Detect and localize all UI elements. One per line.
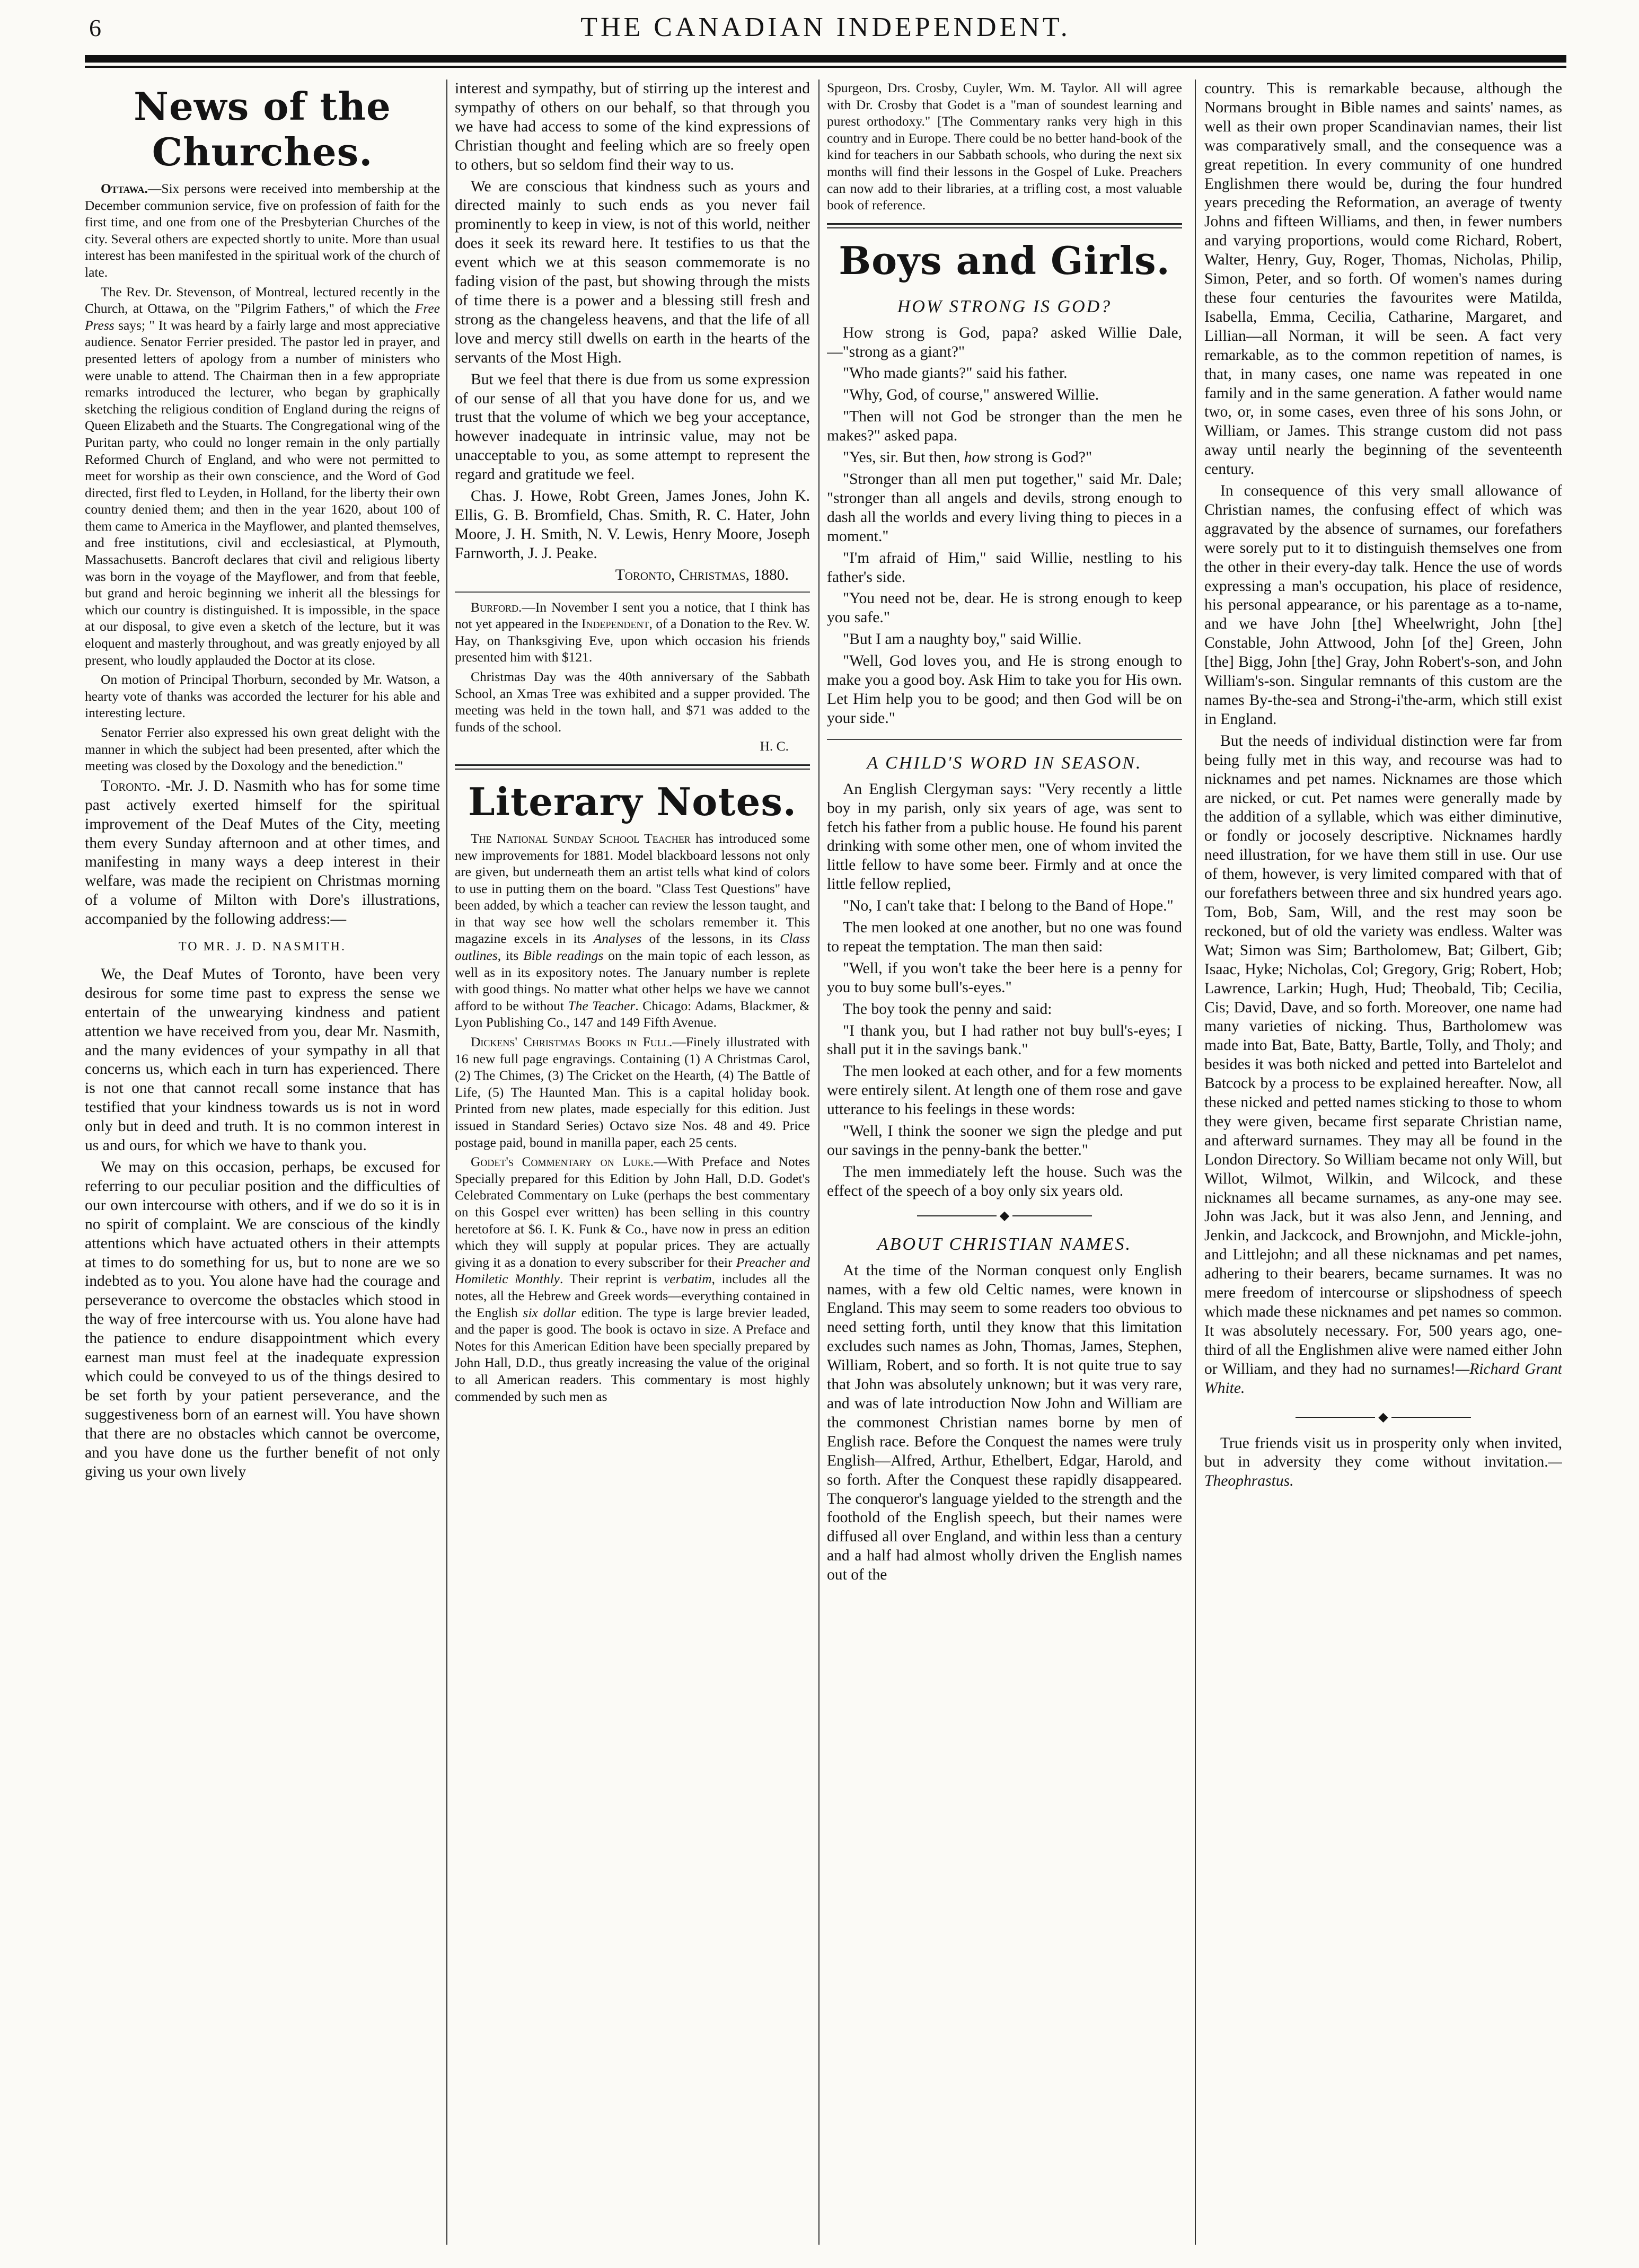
article-paragraph: [85, 777, 440, 929]
article-paragraph: "I thank you, but I had rather not buy bull's-eyes; I shall put it in the savings bank.": [827, 1022, 1182, 1058]
article-paragraph: "Why, God, of course," answered Willie.: [843, 386, 1099, 404]
paragraph-text: —Six persons were received into membership at the December communion service, five on profession of faith for the first time, and one from one of the Presbyterian Churches of the city. Several others are expected shortly to unite. More than usual interest has been manifested in the spiritual work of the church of late.: [85, 181, 440, 280]
column-1: [85, 80, 440, 2245]
column-rule: [446, 80, 447, 2245]
paragraph-text: of the lessons, in its: [649, 931, 773, 947]
signers-list: Chas. J. Howe, Robt Green, James Jones, John K. Ellis, G. B. Bromfield, Chas. Smith, R. C. Hater, John Moore, J. H. Smith, N. V. Lewis, Henry Moore, Joseph Farnworth, J. J. Peake.: [455, 488, 810, 562]
burford-block: [455, 599, 810, 755]
ornament-divider: [1204, 1412, 1562, 1423]
address-heading: TO MR. J. D. NASMITH.: [179, 940, 346, 954]
article-paragraph: [85, 284, 440, 669]
article-paragraph: Senator Ferrier also expressed his own great delight with the manner in which the subject had been presented, after which the meeting was closed by the Doxology and the benediction.": [85, 725, 440, 774]
article-paragraph: We may on this occasion, perhaps, be excused for referring to our peculiar position and the difficulties of our own intercourse with others, and if we do so it is in no spirit of complaint. We are conscious of the kindly attentions which have actuated others in their attempts at times to do something for us, but to none are we so indebted as to you. You alone have had the courage and perseverance to overcome the obstacles which stood in the way of free intercourse with us. You alone have had the patience to endure disappointment which every earnest man must feel at the inadequate expression which could be conveyed to us of the things desired to be set forth by your patient perseverance, and the suggestiveness born of an earnest will. You have shown that there are no obstacles which cannot be overcome, and you have done us the further benefit of not only giving us your own lively: [85, 1159, 440, 1480]
masthead-rule-thick: [85, 55, 1566, 63]
page-number: 6: [89, 14, 101, 41]
article-paragraph: On motion of Principal Thorburn, seconded by Mr. Watson, a hearty vote of thanks was accorded the lecturer for his able and interesting lecture.: [85, 672, 440, 721]
divider: [827, 739, 1182, 740]
article-paragraph: "No, I can't take that: I belong to the Band of Hope.": [843, 897, 1174, 915]
masthead: [85, 12, 1566, 53]
article-paragraph: "Then will not God be stronger than the men he makes?" asked papa.: [827, 408, 1182, 445]
paragraph-text: -Mr. J. D. Nasmith who has for some time past actively exerted himself for the spiritual improvement of the Deaf Mutes of the City, meeting them every Sunday afternoon and at other times, and manifesting in many ways a deep interest in their welfare, was made the recipient on Christmas morning of a volume of Milton with Dore's illustrations, accompanied by the following address:—: [85, 777, 440, 928]
section-divider: [827, 223, 1182, 228]
paragraph-text: "Yes, sir. But then,: [843, 449, 961, 466]
column-3: [827, 80, 1182, 2245]
italic-text: six dollar: [523, 1304, 576, 1320]
article-paragraph: "Well, I think the sooner we sign the pledge and put our savings in the penny-bank the better.": [827, 1123, 1182, 1159]
paragraph-text: , its: [497, 948, 519, 964]
italic-text: Class outlines: [455, 931, 810, 964]
article-paragraph: [1204, 1434, 1562, 1492]
story-title: ABOUT CHRISTIAN NAMES.: [877, 1234, 1132, 1254]
paragraph-text: The Rev. Dr. Stevenson, of Montreal, lectured recently in the Church, at Ottawa, on the "Pilgrim Fathers," of which the: [85, 284, 440, 316]
small-caps-text: Godet's Commentary on Luke.: [471, 1154, 654, 1170]
small-caps-text: Dickens' Christmas Books in Full.: [471, 1034, 673, 1050]
paragraph-text: —In November I sent you a notice, that I think has not yet appeared in the: [455, 599, 810, 632]
article-paragraph: The men immediately left the house. Such was the effect of the speech of a boy only six years old.: [827, 1163, 1182, 1199]
section-heading-boys-and-girls: Boys and Girls.: [839, 237, 1170, 283]
column-rule: [1195, 80, 1196, 2245]
paragraph-text: edition. The type is large brevier leaded, and the paper is good. The book is octavo in size. A Preface and Notes for this American Edition have been specially prepared by John Hall, D.D., thus greatly increasing the value of the original to all American readers. This commentary is most highly commended by such men as: [455, 1304, 810, 1404]
signature-initials: H. C.: [760, 738, 789, 754]
paragraph-text: But the needs of individual distinction were far from being fully met in this way, and recourse was had to nicknames and pet names. Nicknames are those which are nicked, or cut. Pet names were generally made by the addition of a syllable, which was either diminutive, or fondly or jocosely descriptive. Nicknames hardly need illustration, for we have them still in use. Our use of them, however, is very limited compared with that of our forefathers between three and six hundred years ago. Tom, Bob, Sam, Will, and the rest may soon be reckoned, but of old the variety was endless. Walter was Wat; Simon was Sim; Bartholomew, Bat; Gilbert, Gib; Isaac, Hyke; Nicholas, Col; Gregory, Grig; Robert, Hob; Lawrence, Larkin; Hugh, Hud; Theobald, Tib; Cecilia, Cis; David, Dave, and so forth. Moreover, one name had many varieties of nicking. Thus, Bartholomew was made into Bat, Bate, Batty, Bartle, Tolly, and Tholy; and besides it was both nicked and petted into Bartelelot and Batcock by a process to be explained hereafter. Now, all these nicked and petted names sticking to those to whom they were given, became first separate Christian name, and afterward surnames. They may all be found in the London Directory. So William became not only Will, but Willot, Wilmot, Wilkin, and Wilcock, and these nicknames all became surnames, as any-one may see. John was Jack, but it was also Jenn, and Jenning, and Jenkin, and Jackcock, and Brownjohn, and Mickle-john, and Littlejohn; and all these nicknamas and pet names, adhering to their bearers, became surnames. It was no mere freedom of intercourse or slipshodness of speech which made these nicknames and pet names so common. It was absolutely necessary. For, 500 years ago, one-third of all the Englishmen alive were named either John or William, and they had no surnames!: [1204, 732, 1562, 1378]
paragraph-text: strong is God?": [994, 449, 1092, 466]
newspaper-title: THE CANADIAN INDEPENDENT.: [580, 12, 1071, 42]
article-paragraph: Christmas Day was the 40th anniversary of the Sabbath School, an Xmas Tree was exhibited and a supper provided. The meeting was held in the town hall, and $71 was added to the funds of the school.: [455, 668, 810, 735]
story-title: HOW STRONG IS GOD?: [897, 296, 1112, 316]
paragraph-text: , of a Donation to the Rev. W. Hay, on Thanksgiving Eve, upon which occasion his friends presented him with $121.: [455, 616, 810, 665]
article-paragraph: Spurgeon, Drs. Crosby, Cuyler, Wm. M. Taylor. All will agree with Dr. Crosby that Godet is a "man of soundest learning and purest orthodoxy." [The Commentary ranks very high in this country and in Europe. There could be no better hand-book of the kind for teachers in our Sabbath schools, who during the next six months will find their lessons in the Gospel of Luke. Preachers can now add to their libraries, at a trifling cost, a most valuable book of reference.: [827, 80, 1182, 213]
article-paragraph: [85, 180, 440, 281]
paragraph-text: —Finely illustrated with 16 new full page engravings. Containing (1) A Christmas Carol, (2) The Chimes, (3) The Cricket on the Hearth, (4) The Battle of Life, (5) The Haunted Man. This is a capital holiday book. Printed from new plates, made especially for this edition. Just issued in Standard Series) Octavo size Nos. 48 and 49. Price postage paid, bound in manilla paper, each 25 cents.: [455, 1034, 810, 1150]
article-paragraph: "Who made giants?" said his father.: [843, 365, 1068, 382]
paragraph-text: has introduced some new improvements for 1881. Model blackboard lessons not only are given, but underneath them an artist tells what kind of colors to use in putting them on the board. "Class Test Questions" have been added, by which a teacher can review the lesson taught, and in that way see how well the scholars remember it. This magazine excels in its: [455, 830, 810, 947]
dateline-toronto: Toronto.: [101, 777, 161, 795]
section-divider: [455, 764, 810, 770]
paragraph-text: . Their reprint is: [560, 1271, 657, 1287]
italic-text: Free Press: [85, 301, 440, 333]
article-paragraph: We are conscious that kindness such as yours and directed mainly to such ends as you never fail prominently to keep in view, is not of this world, neither does it seek its reward here. It testifies to us that the event which we at this season commemorate is no fading vision of the past, but showing through the mists of time there is a power and a blessing still fresh and strong as the changeless heavens, and that the life of all love and mercy still dwells on earth in the hearts of the servants of the Most High.: [455, 178, 810, 366]
italic-text: The Teacher: [568, 998, 636, 1013]
article-paragraph: country. This is remarkable because, although the Normans brought in Bible names and saints' names, as well as their own proper Scandinavian names, their list was comparatively small, and the consequence was a great repetition. In every community of one hundred Englishmen there would be, during the four hundred years preceding the Reformation, an average of twenty Johns and fifteen Williams, and then, in fewer numbers and varying proportions, would come Richard, Robert, Walter, Henry, Guy, Roger, Thomas, Nicholas, Philip, Simon, Peter, and so forth. Of women's names during these four centuries the favourites were Matilda, Isabella, Emma, Cecilia, Catharine, Margaret, and Lillian—all Norman, it will be seen. A fact very remarkable, as to the common repetition of names, is that, in many cases, one name was repeated in one family and in the same generation. A father would name two, or, in some cases, even three of his sons John, or William, or James. This strange custom did not pass away until nearly the beginning of the seventeenth century.: [1204, 80, 1562, 478]
article-paragraph: How strong is God, papa? asked Willie Dale,—"strong as a giant?": [827, 324, 1182, 360]
italic-text: verbatim: [663, 1271, 712, 1287]
literary-notes-block: [455, 830, 810, 1405]
column-rule: [818, 80, 819, 2245]
church-news-block: [85, 180, 440, 774]
letter-dateline: Toronto, Christmas, 1880.: [615, 566, 789, 584]
article-paragraph: In consequence of this very small allowance of Christian names, the confusing effect of which was aggravated by the absence of surnames, our forefathers were sorely put to it to distinguish themselves one from the other in their every-day talk. Hence the use of words expressing a man's occupation, his place of residence, his personal appearance, or his parentage as a to-name, and we have John [the] Wheelwright, John [the] Constable, John Attwood, John [of the] Green, John [the] Bigg, John [the] Gray, John Robert's-son, and John William's-son. Singular remnants of this custom are the names By-the-sea and Strong-i'the-arm, which still exist in England.: [1204, 482, 1562, 728]
author-attribution: —Theophrastus.: [1204, 1453, 1562, 1490]
article-paragraph: "Well, if you won't take the beer here is a penny for you to buy some bull's-eyes.": [827, 959, 1182, 996]
article-paragraph: [455, 1153, 810, 1405]
paragraph-text: —With Preface and Notes Specially prepared for this Edition by John Hall, D.D. Godet's Celebrated Commentary on Luke (perhaps the best commentary on this Gospel ever written) has been selling in this country heretofore at $6. I. K. Funk & Co., have now in press an edition which they will supply at popular prices. They are actually giving it as a donation to every subscriber for their: [455, 1154, 810, 1270]
article-paragraph: "But I am a naughty boy," said Willie.: [843, 631, 1082, 648]
ornament-line: [1391, 1417, 1471, 1418]
diamond-ornament-icon: ◆: [999, 1208, 1010, 1223]
article-paragraph: "You need not be, dear. He is strong enough to keep you safe.": [827, 590, 1182, 626]
dateline-ottawa: Ottawa.: [101, 181, 148, 196]
godet-continuation: [827, 80, 1182, 214]
article-paragraph: [827, 448, 1182, 467]
article-paragraph: At the time of the Norman conquest only English names, with a few old Celtic names, were known in England. This may seem to some readers too obvious to need setting forth, until they know that this limitation excludes such names as John, Thomas, James, Stephen, William, Robert, and so forth. It is not quite true to say that John was absolutely unknown; but it was very rare, and was of late introduction Now John and William are the commonest Christian names borne by men of English race. Before the Conquest the names were truly English—Alfred, Arthur, Ethelbert, Edgar, Harold, and so forth. After the Conquest these rapidly disappeared. The conqueror's language yielded to the strength and the foothold of the English speech, but their names were diffused all over England, and within less than a century and a half had almost wholly driven the English names out of the: [827, 1261, 1182, 1584]
article-paragraph: [455, 1034, 810, 1151]
article-paragraph: But we feel that there is due from us some expression of our sense of all that you have done for us, and we trust that the volume of which we beg your acceptance, however inadequate in intrinsic value, may not be unacceptable to you, as some attempt to represent the regard and gratitude we feel.: [455, 370, 810, 483]
paragraph-text: on the main topic of each lesson, as well as in its expository notes. The January number is replete with good things. No matter what other helps we have we cannot afford to be without: [455, 948, 810, 1013]
ornament-divider: [827, 1208, 1182, 1223]
ornament-line: [917, 1215, 997, 1216]
article-paragraph: An English Clergyman says: "Very recently a little boy in my parish, only six years of age, was sent to fetch his father from a public house. He found his parent drinking with some other men, one of whom invited the little fellow to have some beer. Firmly and at once the little fellow replied,: [827, 780, 1182, 893]
small-caps-text: Independent: [581, 616, 649, 632]
italic-text: Preacher and Homiletic Monthly: [455, 1254, 810, 1287]
masthead-rule-thin: [85, 66, 1566, 68]
paragraph-text: . Chicago: Adams, Blackmer, & Lyon Publishing Co., 147 and 149 Fifth Avenue.: [455, 998, 810, 1030]
ornament-line: [1012, 1215, 1092, 1216]
article-paragraph: [1204, 732, 1562, 1398]
article-paragraph: [455, 830, 810, 1031]
column-2: [455, 80, 810, 2245]
column-4: [1204, 80, 1562, 2245]
article-paragraph: The men looked at each other, and for a few moments were entirely silent. At length one of them rose and gave utterance to his feelings in these words:: [827, 1063, 1182, 1118]
paragraph-text: , includes all the notes, all the Hebrew and Greek words—everything contained in the English: [455, 1271, 810, 1320]
italic-text: how: [964, 449, 990, 466]
article-paragraph: We, the Deaf Mutes of Toronto, have been very desirous for some time past to express the sense we entertain of the unwearying kindness and patient attention we have received from you, dear Mr. Nasmith, and the many evidences of your sympathy in all that concerns us, which each in turn has experienced. There is not one that cannot recall some instance that has testified that your kindness towards us is not in word only but in deed and truth. It is no common interest in us and ours, for which we have to thank you.: [85, 965, 440, 1154]
article-paragraph: "I'm afraid of Him," said Willie, nestling to his father's side.: [827, 549, 1182, 586]
article-paragraph: The men looked at one another, but no one was found to repeat the temptation. The man then said:: [827, 919, 1182, 955]
small-caps-text: The National Sunday School Teacher: [471, 830, 691, 846]
section-heading-news-of-the-churches: News of the Churches.: [134, 84, 391, 174]
italic-text: Analyses: [593, 931, 642, 947]
section-heading-literary-notes: Literary Notes.: [468, 779, 797, 824]
story-title: A CHILD'S WORD IN SEASON.: [867, 753, 1142, 773]
divider: [455, 592, 810, 593]
paragraph-text: True friends visit us in prosperity only when invited, but in adversity they come without invitation.: [1204, 1434, 1562, 1471]
diamond-ornament-icon: ◆: [1378, 1410, 1388, 1424]
article-paragraph: The boy took the penny and said:: [843, 1000, 1052, 1018]
article-paragraph: "Well, God loves you, and He is strong enough to make you a good boy. Ask Him to take you for His own. Let Him help you to be good; and then God will be on your side.": [827, 652, 1182, 727]
article-paragraph: "Stronger than all men put together," said Mr. Dale; "stronger than all angels and devils, strong enough to dash all the worlds and every living thing to pieces in a moment.": [827, 471, 1182, 545]
ornament-line: [1296, 1417, 1375, 1418]
article-paragraph: interest and sympathy, but of stirring up the interest and sympathy of others on our behalf, so that through you we have had access to some of the kind expressions of Christian thought and feeling which are so freely open to others, but so seldom find their way to us.: [455, 80, 810, 173]
dateline-burford: Burford.: [471, 599, 522, 615]
author-attribution: —Richard Grant White.: [1204, 1360, 1562, 1397]
article-paragraph: [455, 599, 810, 666]
italic-text: Bible readings: [523, 948, 604, 964]
paragraph-text: says; " It was heard by a fairly large and most appreciative audience. Senator Ferrier presided. The pastor led in prayer, and presented letters of apology from a number of ministers who were unable to attend. The Chairman then in a few appropriate remarks introduced the lecturer, who began by graphically sketching the religious condition of England during the reigns of Queen Elizabeth and the Stuarts. The Congregational wing of the Puritan party, who could no longer remain in the only partially Reformed Church of England, and who were not permitted to meet for worship as their own conscience, and the Word of God directed, first fled to Leyden, in Holland, for the liberty their own country denied them; and then in the year 1620, about 100 of them came to America in the Mayflower, and planted themselves, and free institutions, civil and ecclesiastical, at Plymouth, Massachusetts. Bancroft declares that civil and religious liberty was born in the voyage of the Mayflower, and from that feeble, but grand and heroic beginning we inherit all the blessings for which our country is distinguished. It is impossible, in the space at our disposal, to give even a sketch of the lecture, but it was eloquent and masterly throughout, and was greatly enjoyed by all present, who loudly applauded the Doctor at its close.: [85, 317, 440, 668]
